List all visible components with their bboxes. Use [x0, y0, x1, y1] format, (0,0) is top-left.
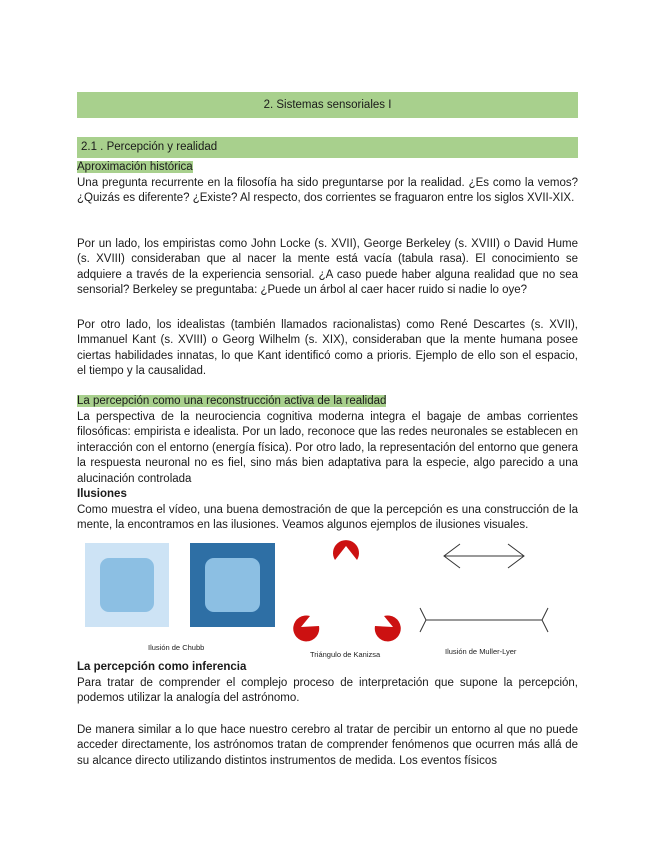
paragraph-4: La perspectiva de la neurociencia cognitiva moderna integra el bagaje de ambas corrientes filosóficas: empirista e idealista. Por un lado, reconoce que las redes neuronales se establecen en interacción con el entorno (energía física). Por otro lado, la representación del entorno que genera la respuesta neuronal no es fiel, sino más bien adaptativa para la especie, algo parecido a una alucinación controlada [77, 411, 578, 485]
paragraph-3: Por otro lado, los idealistas (también llamados racionalistas) como René Descartes (s. XVII), Immanuel Kant (s. XVIII) o Georg Wilhelm (s. XIX), consideraban que la mente humana posee ciertas habilidades innatas, lo que Kant identificó como a prioris. Ejemplo de ello son el espacio, el tiempo y la causalidad. [77, 319, 578, 378]
kanizsa-caption: Triángulo de Kanizsa [310, 650, 381, 659]
heading-aproximacion [77, 160, 578, 175]
kanizsa-triangle-figure [282, 535, 412, 650]
muller-caption: Ilusión de Muller-Lyer [445, 647, 517, 656]
muller-lyer-figure [418, 538, 553, 646]
heading-ilusiones: Ilusiones [77, 488, 127, 500]
paragraph-2: Por un lado, los empiristas como John Locke (s. XVII), George Berkeley (s. XVIII) o David Hume (s. XVIII) consideraban que al nacer la mente está vacía (tabula rasa). El conocimiento se adquiere a través de la experiencia sensorial. ¿A caso puede haber alguna realidad que no sea sensorial? Berkeley se preguntaba: ¿Puede un árbol al caer hacer ruido si nadie lo oye? [77, 238, 578, 297]
chubb-dark-inner [205, 558, 260, 612]
heading-inferencia: La percepción como inferencia [77, 661, 247, 673]
muller-lyer-arrows-out [420, 608, 548, 632]
paragraph-1: Una pregunta recurrente en la filosofía ha sido preguntarse por la realidad. ¿Es como la vemos? ¿Quizás es diferente? ¿Existe? Al respecto, dos corrientes se fraguaron entre los siglos XVII-XIX. [77, 177, 578, 205]
heading-aproximacion-text: Aproximación histórica [77, 161, 193, 173]
heading-reconstruccion [77, 394, 578, 409]
section-title-bar: 2.1 . Percepción y realidad [77, 137, 578, 158]
paragraph-7: De manera similar a lo que hace nuestro cerebro al tratar de percibir un entorno al que no puede acceder directamente, los astrónomos tratan de comprender fenómenos que ocurren más allá de su alcance directo utilizando distintos instrumentos de medida. Los eventos físicos [77, 724, 578, 767]
heading-reconstruccion-text: La percepción como una reconstrucción activa de la realidad [77, 395, 387, 407]
muller-lyer-arrows-in [444, 544, 524, 568]
chapter-title-bar: 2. Sistemas sensoriales I [77, 92, 578, 118]
paragraph-6: Para tratar de comprender el complejo proceso de interpretación que supone la percepción, podemos utilizar la analogía del astrónomo. [77, 677, 578, 705]
chubb-light-inner [100, 558, 154, 612]
chubb-illusion-figure [82, 540, 282, 640]
chubb-caption: Ilusión de Chubb [148, 643, 205, 652]
kanizsa-pacman-right [375, 615, 401, 641]
kanizsa-pacman-left [293, 615, 319, 641]
paragraph-5: Como muestra el vídeo, una buena demostración de que la percepción es una construcción de la mente, la encontramos en las ilusiones. Veamos algunos ejemplos de ilusiones visuales. [77, 504, 578, 532]
kanizsa-pacman-top [333, 540, 359, 560]
